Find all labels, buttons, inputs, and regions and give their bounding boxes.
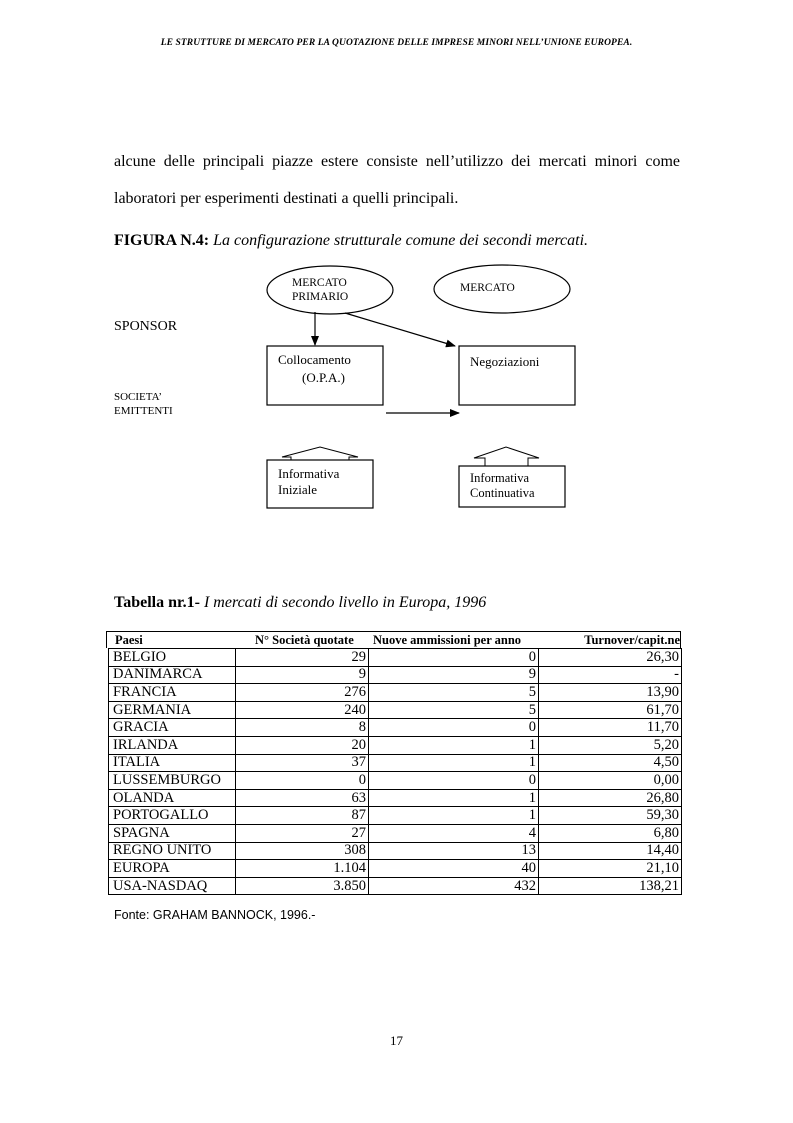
cell-nuove-ammissioni: 13: [369, 842, 539, 860]
header-turnover: Turnover/capit.ne: [584, 633, 680, 647]
box-informativa-iniziale-label-1: Informativa: [278, 466, 340, 481]
box-informativa-iniziale-label-2: Iniziale: [278, 482, 317, 497]
cell-paese: IRLANDA: [109, 736, 236, 754]
table-row: [109, 736, 682, 754]
cell-paese: SPAGNA: [109, 824, 236, 842]
cell-turnover: 26,30: [539, 649, 682, 667]
table-caption: [114, 594, 486, 612]
cell-nuove-ammissioni: 0: [369, 649, 539, 667]
table-row: [109, 772, 682, 790]
cell-societa-quotate: 308: [236, 842, 369, 860]
cell-turnover: 138,21: [539, 877, 682, 895]
table-row: [109, 877, 682, 895]
table-row: [109, 860, 682, 878]
cell-nuove-ammissioni: 5: [369, 684, 539, 702]
ellipse-mercato-primario: [267, 266, 393, 314]
cell-turnover: 6,80: [539, 824, 682, 842]
cell-societa-quotate: 29: [236, 649, 369, 667]
cell-paese: FRANCIA: [109, 684, 236, 702]
up-arrow-informativa-continuativa: [474, 447, 539, 466]
cell-nuove-ammissioni: 1: [369, 789, 539, 807]
cell-paese: OLANDA: [109, 789, 236, 807]
box-negoziazioni-label: Negoziazioni: [470, 354, 540, 369]
cell-paese: LUSSEMBURGO: [109, 772, 236, 790]
table-source: Fonte: GRAHAM BANNOCK, 1996.-: [114, 908, 316, 922]
running-header: LE STRUTTURE DI MERCATO PER LA QUOTAZIONE DELLE IMPRESE MINORI NELL’UNIONE EUROPEA.: [160, 38, 633, 48]
cell-paese: GERMANIA: [109, 701, 236, 719]
cell-paese: PORTOGALLO: [109, 807, 236, 825]
cell-turnover: 13,90: [539, 684, 682, 702]
cell-paese: BELGIO: [109, 649, 236, 667]
cell-turnover: 26,80: [539, 789, 682, 807]
table-row: [109, 649, 682, 667]
box-collocamento-label-1: Collocamento: [278, 352, 351, 367]
up-arrow-informativa-iniziale: [282, 447, 358, 460]
cell-turnover: 59,30: [539, 807, 682, 825]
cell-nuove-ammissioni: 5: [369, 701, 539, 719]
ellipse-secondary-label: MERCATO: [460, 282, 515, 294]
cell-societa-quotate: 63: [236, 789, 369, 807]
table-row: [109, 842, 682, 860]
cell-nuove-ammissioni: 432: [369, 877, 539, 895]
cell-societa-quotate: 1.104: [236, 860, 369, 878]
cell-societa-quotate: 27: [236, 824, 369, 842]
cell-nuove-ammissioni: 0: [369, 719, 539, 737]
cell-turnover: 0,00: [539, 772, 682, 790]
table-row: [109, 684, 682, 702]
cell-turnover: 61,70: [539, 701, 682, 719]
arrow-primary-to-negoziazioni: [345, 313, 455, 346]
cell-societa-quotate: 20: [236, 736, 369, 754]
header-societa-quotate: N° Società quotate: [255, 633, 354, 647]
ellipse-primary-label-2: PRIMARIO: [292, 291, 349, 303]
table-row: [109, 719, 682, 737]
table-row: [109, 666, 682, 684]
cell-paese: ITALIA: [109, 754, 236, 772]
cell-paese: REGNO UNITO: [109, 842, 236, 860]
cell-societa-quotate: 37: [236, 754, 369, 772]
cell-nuove-ammissioni: 4: [369, 824, 539, 842]
table-row: [109, 789, 682, 807]
cell-nuove-ammissioni: 1: [369, 807, 539, 825]
table-row: [109, 701, 682, 719]
cell-paese: GRACIA: [109, 719, 236, 737]
header-nuove-ammissioni: Nuove ammissioni per anno: [373, 633, 522, 647]
cell-turnover: 21,10: [539, 860, 682, 878]
page-number: 17: [390, 1033, 403, 1048]
cell-societa-quotate: 8: [236, 719, 369, 737]
markets-table: [108, 648, 682, 895]
cell-societa-quotate: 9: [236, 666, 369, 684]
cell-turnover: 5,20: [539, 736, 682, 754]
cell-turnover: 11,70: [539, 719, 682, 737]
table-row: [109, 754, 682, 772]
table-row: [109, 824, 682, 842]
table-header-row: [106, 631, 681, 648]
cell-nuove-ammissioni: 0: [369, 772, 539, 790]
societa-label-2: EMITTENTI: [114, 405, 173, 417]
box-informativa-continuativa-label-1: Informativa: [470, 471, 530, 485]
cell-societa-quotate: 240: [236, 701, 369, 719]
cell-nuove-ammissioni: 9: [369, 666, 539, 684]
header-paesi: Paesi: [115, 633, 143, 647]
table-row: [109, 807, 682, 825]
ellipse-primary-label-1: MERCATO: [292, 277, 347, 289]
cell-turnover: -: [539, 666, 682, 684]
body-paragraph-line-2: laboratori per esperimenti destinati a quelli principali.: [114, 190, 459, 207]
cell-turnover: 4,50: [539, 754, 682, 772]
cell-paese: DANIMARCA: [109, 666, 236, 684]
cell-societa-quotate: 3.850: [236, 877, 369, 895]
body-paragraph-line-1: alcune delle principali piazze estere consiste nell’utilizzo dei mercati minori come: [114, 153, 680, 170]
figure-label: FIGURA N.4:: [114, 232, 210, 249]
cell-nuove-ammissioni: 40: [369, 860, 539, 878]
societa-label-1: SOCIETA’: [114, 391, 163, 403]
cell-turnover: 14,40: [539, 842, 682, 860]
figure-title: La configurazione strutturale comune dei secondi mercati.: [213, 232, 589, 249]
structure-diagram: [0, 0, 793, 560]
cell-societa-quotate: 0: [236, 772, 369, 790]
box-informativa-continuativa-label-2: Continuativa: [470, 486, 535, 500]
cell-societa-quotate: 87: [236, 807, 369, 825]
table-caption-title: I mercati di secondo livello in Europa, 1996: [203, 594, 487, 611]
cell-societa-quotate: 276: [236, 684, 369, 702]
box-collocamento-label-2: (O.P.A.): [302, 370, 345, 385]
cell-paese: USA-NASDAQ: [109, 877, 236, 895]
sponsor-label: SPONSOR: [114, 319, 178, 334]
cell-nuove-ammissioni: 1: [369, 754, 539, 772]
table-caption-label: Tabella nr.1-: [114, 594, 200, 611]
cell-paese: EUROPA: [109, 860, 236, 878]
cell-nuove-ammissioni: 1: [369, 736, 539, 754]
